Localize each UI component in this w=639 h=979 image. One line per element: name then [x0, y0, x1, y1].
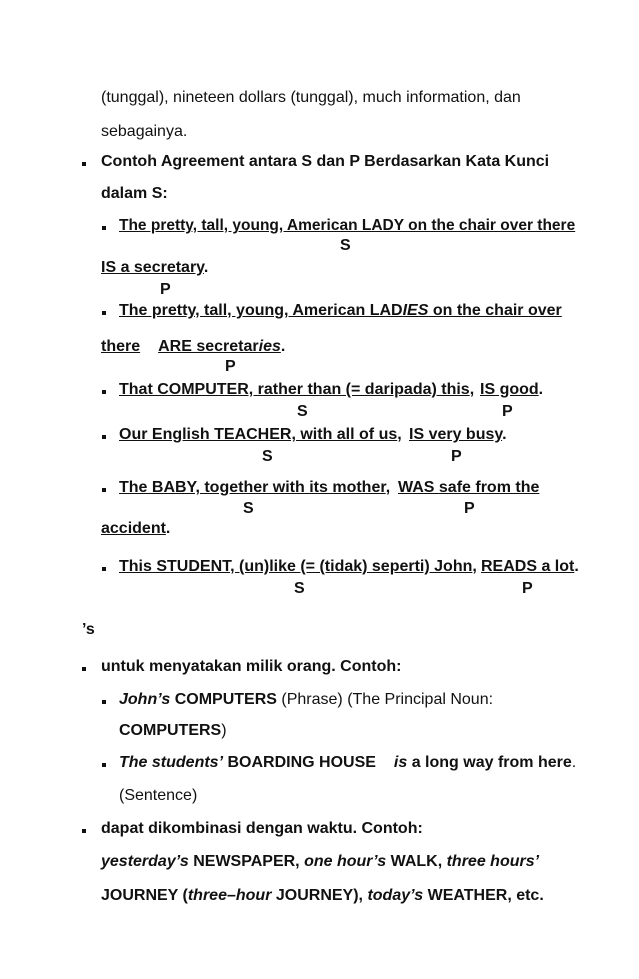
ex4-period: . — [502, 426, 507, 443]
sub1-principal-noun: COMPUTERS — [119, 722, 222, 739]
section2-heading: ’s — [82, 621, 95, 638]
sub2-verb: is — [393, 754, 408, 771]
ex5-accident: accident — [101, 520, 166, 537]
ex4-sentence — [119, 425, 402, 445]
ex2-line-2 — [101, 337, 285, 357]
ex2-pred-a: ARE secretar — [158, 338, 259, 355]
ex3-period: . — [538, 381, 544, 398]
ex3-predicate-line — [480, 380, 543, 400]
ex1-period: . — [203, 259, 209, 276]
sub2-period: . — [571, 754, 577, 771]
sub1-paren: ) — [221, 722, 227, 739]
ex5-line-2 — [101, 519, 170, 539]
bullet-icon — [102, 700, 106, 704]
ex3-predicate: IS good — [480, 381, 539, 398]
ex2-predicate — [158, 338, 281, 355]
bullet-icon — [102, 567, 106, 571]
sub2-possessive: The students’ — [119, 754, 224, 771]
sub1-line-1 — [119, 690, 493, 710]
bullet-icon — [102, 311, 106, 315]
bullet-icon — [82, 667, 86, 671]
ex6-predicate-line — [481, 557, 579, 577]
section1-heading-line-2: dalam S: — [101, 185, 168, 202]
ex6-predicate-marker: P — [522, 580, 533, 597]
sub1-note: (Phrase) (The Principal Noun: — [276, 691, 494, 708]
sub2-noun: BOARDING HOUSE — [223, 754, 376, 771]
sub1-noun: COMPUTERS — [170, 691, 277, 708]
sub2-rest: a long way from here — [407, 754, 572, 771]
ex6-comma: , — [472, 558, 477, 575]
ex5-subject-marker: S — [243, 500, 254, 517]
ex6-sentence — [119, 557, 477, 577]
combo-yesterday: yesterday’s — [101, 853, 189, 870]
ex3-subject-marker: S — [297, 403, 308, 420]
ex6-predicate: READS a lot — [481, 558, 575, 575]
ex5-predicate-marker: P — [464, 500, 475, 517]
sub1-possessive: John’s — [119, 691, 171, 708]
ex6-subject-marker: S — [294, 580, 305, 597]
section2-bullet-2: dapat dikombinasi dengan waktu. Contoh: — [101, 820, 423, 837]
ex5-period: . — [165, 520, 171, 537]
ex2-sentence — [119, 301, 562, 321]
ex4-subject: Our English TEACHER, with all of us — [119, 426, 398, 443]
ex4-predicate-line — [409, 425, 507, 445]
intro-line-1: (tunggal), nineteen dollars (tunggal), much information, dan — [101, 89, 521, 106]
ex1-predicate-line — [101, 258, 208, 278]
ex3-predicate-marker: P — [502, 403, 513, 420]
ex1-predicate: IS a secretary — [101, 259, 204, 276]
sub2-line-2: (Sentence) — [119, 787, 198, 804]
ex2-there: there — [101, 338, 141, 355]
ex2-text-c: on the chair over — [428, 302, 562, 319]
sub2-line-1 — [119, 753, 576, 773]
ex1-predicate-marker: P — [160, 281, 171, 298]
section1-heading-line-1: Contoh Agreement antara S dan P Berdasarkan Kata Kunci — [101, 153, 550, 170]
bullet-icon — [102, 435, 106, 439]
bullet-icon — [102, 488, 106, 492]
section2-bullet-1: untuk menyatakan milik orang. Contoh: — [101, 658, 402, 675]
ex5-sentence — [119, 478, 390, 498]
ex3-sentence — [119, 380, 474, 400]
ex2-text-a: The pretty, tall, young, American LAD — [119, 302, 403, 319]
ex3-comma: , — [469, 381, 475, 398]
combo-journey: JOURNEY ( — [101, 887, 188, 904]
combo-one-hour: one hour’s — [304, 853, 387, 870]
combo-three-hours: three hours’ — [446, 853, 540, 870]
combo-walk: WALK, — [386, 853, 447, 870]
ex5-subject: The BABY, together with its mother — [119, 479, 386, 496]
ex4-comma: , — [397, 426, 402, 443]
ex2-text-b: IES — [402, 302, 429, 319]
combo-weather: WEATHER, etc. — [423, 887, 544, 904]
combo-line-2 — [101, 886, 544, 906]
ex4-subject-marker: S — [262, 448, 273, 465]
ex4-predicate: IS very busy — [409, 426, 503, 443]
sub1-line-2 — [119, 721, 227, 741]
ex3-subject: That COMPUTER, rather than (= daripada) this — [119, 381, 470, 398]
ex1-subject-marker: S — [340, 237, 351, 254]
combo-line-1 — [101, 852, 539, 872]
combo-newspaper: NEWSPAPER, — [188, 853, 305, 870]
combo-journey-close: JOURNEY), — [271, 887, 368, 904]
combo-three-hour: three–hour — [187, 887, 272, 904]
combo-today: today’s — [367, 887, 424, 904]
ex5-comma: , — [385, 479, 391, 496]
ex2-pred-b: ies — [258, 338, 281, 355]
bullet-icon — [82, 829, 86, 833]
ex2-period: . — [280, 338, 286, 355]
bullet-icon — [102, 226, 106, 230]
ex5-predicate: WAS safe from the — [398, 479, 540, 496]
intro-line-2: sebagainya. — [101, 123, 188, 140]
ex1-sentence: The pretty, tall, young, American LADY on the chair over there — [119, 217, 576, 234]
bullet-icon — [82, 162, 86, 166]
ex6-period: . — [574, 558, 579, 575]
ex6-subject: This STUDENT, (un)like (= (tidak) seperti) John — [119, 558, 473, 575]
bullet-icon — [102, 390, 106, 394]
bullet-icon — [102, 763, 106, 767]
ex2-predicate-marker: P — [225, 358, 236, 375]
ex4-predicate-marker: P — [451, 448, 462, 465]
